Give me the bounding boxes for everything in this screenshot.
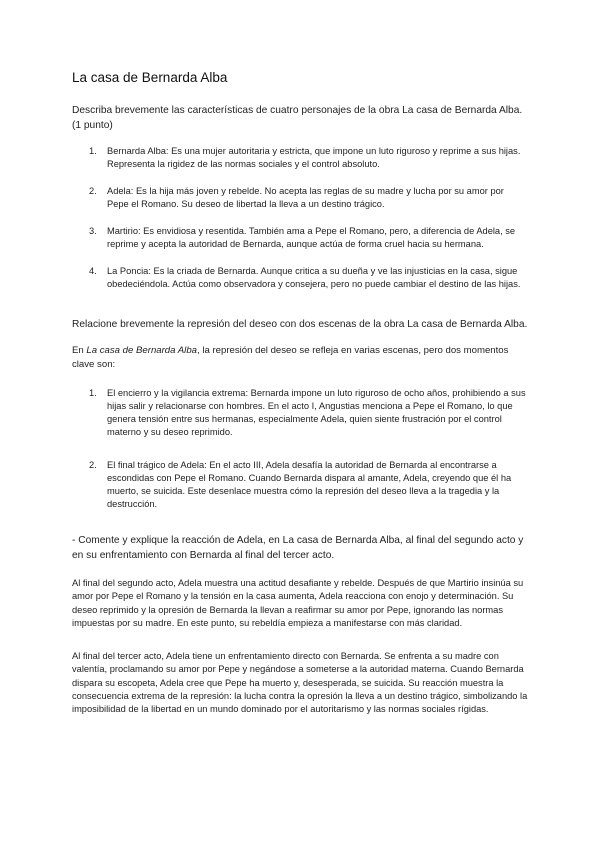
list-item [72, 185, 528, 211]
list-text: El encierro y la vigilancia extrema: Bernarda impone un luto riguroso de ocho años, prohibiendo a sus hijas salir y relacionarse con hombres. En el acto I, Angustias menciona a Pepe el Romano, lo que genera tensión entre sus hermanas, especialmente Adela, quien siente frustración por el control materno y su deseo reprimido. [107, 388, 526, 437]
list-item [72, 265, 528, 291]
list-item [72, 225, 528, 251]
question-2: Relacione brevemente la represión del deseo con dos escenas de la obra La casa de Bernarda Alba. [72, 319, 528, 330]
section-characters [72, 103, 528, 291]
intro-suffix: , la represión del deseo se refleja en varias escenas, pero dos momentos clave son: [72, 345, 509, 370]
work-title-italic: La casa de Bernarda Alba [86, 345, 197, 356]
intro-prefix: En [72, 345, 87, 356]
list-number: 1. [89, 146, 97, 156]
list-text: Adela: Es la hija más joven y rebelde. No acepta las reglas de su madre y lucha por su amor por Pepe el Romano. Su deseo de libertad la lleva a un destino trágico. [107, 186, 504, 209]
list-item [72, 387, 528, 439]
list-text: Martirio: Es envidiosa y resentida. También ama a Pepe el Romano, pero, a diferencia de Adela, se reprime y acepta la autoridad de Bernarda, aunque actúa de forma cruel hacia su hermana. [107, 226, 516, 249]
document-title: La casa de Bernarda Alba [72, 70, 228, 85]
question-3: - Comente y explique la reacción de Adela, en La casa de Bernarda Alba, al final del segundo acto y en su enfrentamiento con Bernarda al final del tercer acto. [72, 535, 524, 561]
list-number: 1. [89, 388, 97, 398]
list-number: 2. [89, 186, 97, 196]
question-1: Describa brevemente las características de cuatro personajes de la obra La casa de Bernarda Alba. (1 punto) [72, 105, 523, 131]
answer-paragraph: Al final del segundo acto, Adela muestra una actitud desafiante y rebelde. Después de que Martirio insinúa su amor por Pepe el Romano y la tensión en la casa aumenta, Adela reacciona con enojo y determinación. Su deseo reprimido y la opresión de Bernarda la llevan a reafirmar su amor por Pepe, ignorando las normas impuestas por su madre. En este punto, su rebeldía empieza a manifestarse con más claridad. [72, 578, 524, 628]
list-number: 3. [89, 226, 97, 236]
list-number: 2. [89, 460, 97, 470]
list-text: El final trágico de Adela: En el acto III, Adela desafía la autoridad de Bernarda al encontrarse a escondidas con Pepe el Romano. Cuando Bernarda dispara al amante, Adela, creyendo que él ha muerto, se suicida. Este desenlace muestra cómo la represión del deseo lleva a la tragedia y la destrucción. [107, 460, 512, 509]
list-item [72, 459, 528, 511]
list-text: La Poncia: Es la criada de Bernarda. Aunque critica a su dueña y ve las injusticias en la casa, sigue obedeciéndola. Actúa como observadora y consejera, pero no puede cambiar el destino de las hijas. [107, 266, 521, 289]
intro-paragraph [72, 344, 528, 372]
list-text: Bernarda Alba: Es una mujer autoritaria y estricta, que impone un luto riguroso y reprime a sus hijas. Representa la rigidez de las normas sociales y el control absoluto. [107, 146, 521, 169]
scene-list [72, 387, 528, 511]
list-item [72, 145, 528, 171]
answer-paragraph: Al final del tercer acto, Adela tiene un enfrentamiento directo con Bernarda. Se enfrenta a su madre con valentía, proclamando su amor por Pepe y negándose a someterse a la autoridad materna. Cuando Bernarda dispara su escopeta, Adela cree que Pepe ha muerto y, desesperada, se suicida. Su reacción muestra la consecuencia extrema de la represión: la lucha contra la opresión la lleva a un destino trágico, simbolizando la imposibilidad de la libertad en un mundo dominado por el autoritarismo y las normas sociales rígidas. [72, 651, 528, 715]
list-number: 4. [89, 266, 97, 276]
section-repression [72, 317, 528, 511]
section-adela-reaction [72, 533, 528, 717]
character-list [72, 145, 528, 291]
